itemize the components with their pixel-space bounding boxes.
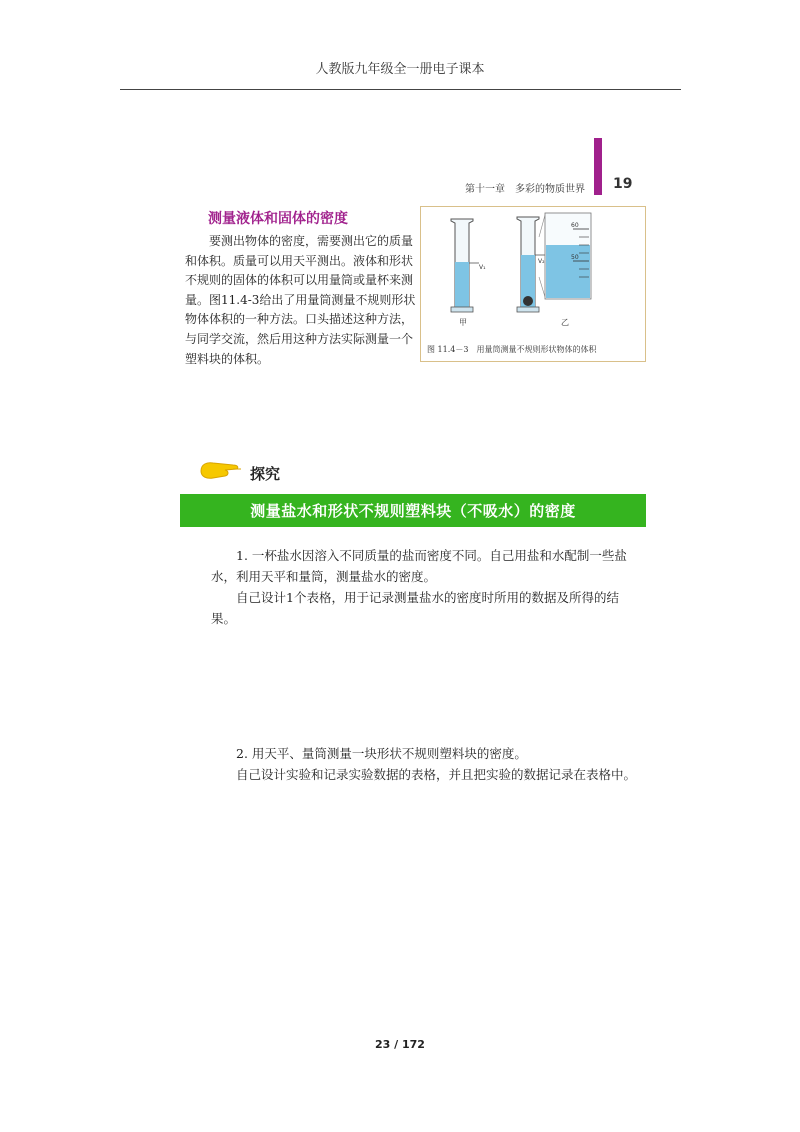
explore-heading: 探究 (250, 465, 281, 483)
experiment-banner-title: 测量盐水和形状不规则塑料块（不吸水）的密度 (250, 502, 576, 520)
chapter-accent-bar (594, 138, 602, 195)
cylinder-illustration (421, 207, 645, 337)
figure-caption: 图 11.4－3 用量筒测量不规则形状物体的体积 (427, 345, 597, 354)
page-indicator: 23 / 172 (375, 1038, 425, 1051)
section-title: 测量液体和固体的密度 (208, 211, 348, 227)
scale-zoom-inset (539, 213, 591, 299)
cylinder-jia (451, 219, 486, 327)
task-1-line-1: 1. 一杯盐水因溶入不同质量的盐而密度不同。自己用盐和水配制一些盐水，利用天平和量筒，测量盐水的密度。 (211, 548, 627, 584)
figure-graduated-cylinders (420, 206, 646, 362)
document-header-title: 人教版九年级全一册电子课本 (315, 62, 485, 77)
label-yi: 乙 (561, 318, 569, 327)
pointing-hand-icon (199, 459, 243, 483)
v1-label: V₁ (479, 264, 486, 271)
task-1 (211, 545, 639, 629)
v2-label: V₂ (538, 258, 545, 265)
scale-50: 50 (571, 254, 579, 261)
header-divider (120, 89, 681, 90)
book-page-number: 19 (613, 176, 633, 192)
task-2 (211, 743, 639, 785)
textbook-page-image (165, 138, 665, 408)
experiment-banner (180, 494, 646, 527)
task-2-line-2: 自己设计实验和记录实验数据的表格，并且把实验的数据记录在表格中。 (236, 767, 637, 782)
label-jia: 甲 (459, 318, 467, 327)
section-paragraph: 要测出物体的密度，需要测出它的质量和体积。质量可以用天平测出。液体和形状不规则的固体的体积可以用量筒或量杯来测量。图11.4-3给出了用量筒测量不规则形状物体体积的一种方法。口头描述这种方法，与同学交流，然后用这种方法实际测量一个塑料块的体积。 (185, 234, 416, 366)
chapter-label: 第十一章 多彩的物质世界 (465, 184, 585, 195)
task-2-line-1: 2. 用天平、量筒测量一块形状不规则塑料块的密度。 (236, 746, 527, 761)
task-1-line-2: 自己设计1个表格，用于记录测量盐水的密度时所用的数据及所得的结果。 (211, 590, 619, 626)
scale-60: 60 (571, 222, 579, 229)
